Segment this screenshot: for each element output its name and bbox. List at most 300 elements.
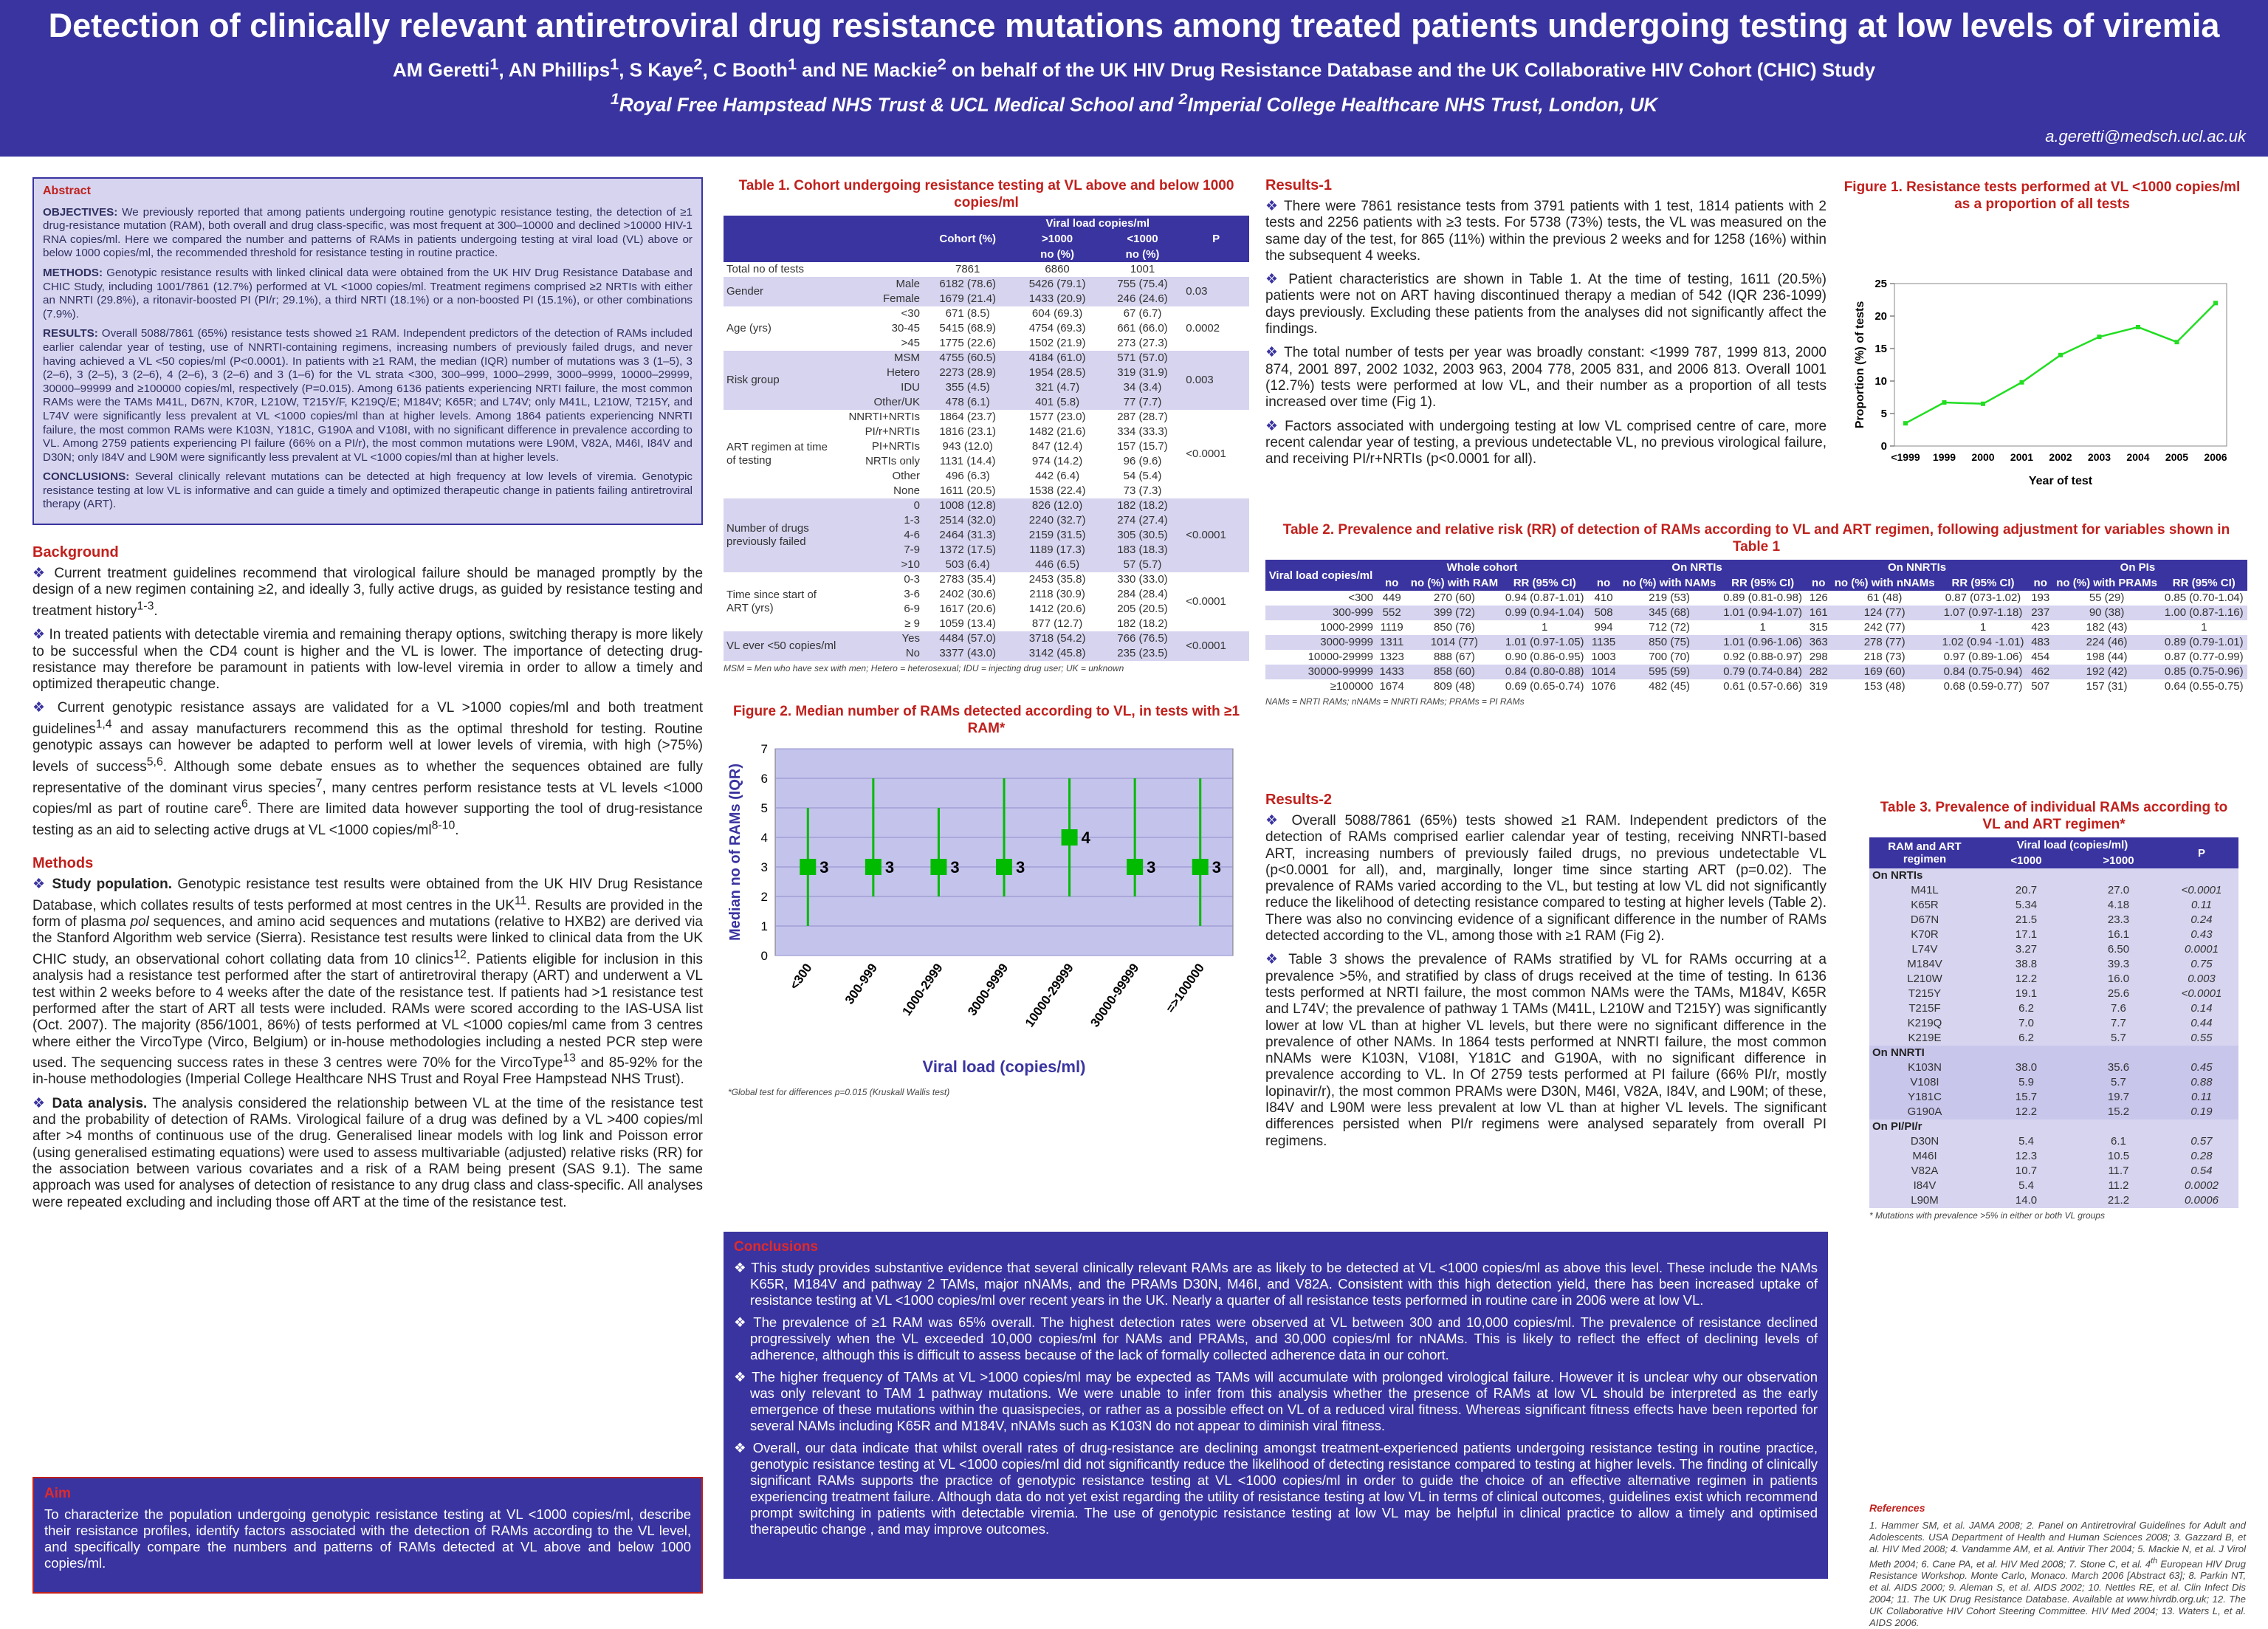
table2-cell: 192 (42) [2053,665,2161,679]
table3-row [1869,987,2238,1001]
table3-cell: 12.3 [1980,1149,2072,1164]
table3-row [1869,942,2238,957]
table3-cell: 7.7 [2072,1016,2165,1031]
table2-cell: 126 [1809,591,1828,604]
table1-cell: 6860 [1045,263,1070,275]
table3-row [1869,927,2238,942]
table1-cell: 496 (6.3) [945,470,990,482]
y-tick-label: 2 [760,890,768,904]
table3-cell: K219E [1869,1031,1980,1046]
table1-cell: 5415 (68.9) [939,322,997,335]
y-tick-label: 20 [1874,310,1887,323]
contact-email[interactable]: a.geretti@medsch.ucl.ac.uk [2045,127,2246,145]
table3-cell: I84V [1869,1179,1980,1193]
table2-header-group: Whole cohort [1376,560,1588,575]
table3-cell: 10.7 [1980,1164,2072,1179]
table3-cell: 5.9 [1980,1075,2072,1090]
figure2-footnote: *Global test for differences p=0.015 (Kruskall Wallis test) [728,1087,950,1097]
data-point [2020,380,2024,385]
abstract-box [32,177,703,525]
y-tick-label: 5 [1880,408,1887,420]
table1-cell: Male [842,277,923,292]
table1-cell: 1372 (17.5) [923,543,1012,558]
table1-group-label: Total no of tests [726,263,805,275]
table3-cell: 0.54 [2165,1164,2238,1179]
table3-cell: 27.0 [2072,883,2165,898]
table1-cell: 974 (14.2) [1031,455,1083,467]
data-point [1981,402,1985,406]
table3-cell: V108I [1869,1075,1980,1090]
table2-cell: 0.84 (0.75-0.94) [1938,665,2028,679]
table2-cell: 237 [2028,606,2053,620]
table1-cell: 1008 (12.8) [923,498,1012,513]
x-axis-label: Year of test [2028,475,2093,487]
data-point [2213,301,2218,305]
table3-cell: 12.2 [1980,972,2072,987]
x-tick-label: 2006 [2204,451,2227,463]
conclusions-heading: Conclusions [734,1239,819,1255]
table3-section-label: On PI/PI/r [1869,1119,2238,1134]
table3-cell: 21.5 [1980,913,2072,927]
table2-cell: 124 (77) [1831,606,1938,620]
table3-cell: Y181C [1869,1090,1980,1105]
median-label: 3 [1016,858,1025,877]
table1-cell: 273 (27.3) [1117,337,1168,349]
table3-row [1869,1105,2238,1119]
table2-row [1265,606,2247,620]
table1-group-label: ART regimen at time of testing [726,441,828,467]
table2-cell: 182 (43) [2086,621,2128,634]
table1-cell: IDU [842,380,923,395]
table1-cell: 766 (76.5) [1102,631,1183,646]
table2-cell: 994 [1594,621,1613,634]
table1-row [724,351,1249,366]
table2-cell: 55 (29) [2089,591,2125,604]
figure1-chart [1843,217,2241,498]
references-block [1869,1502,2246,1629]
table1-cell: 1-3 [842,513,923,528]
table1-group-label: Age (yrs) [726,322,772,335]
table3-cell: T215Y [1869,987,1980,1001]
table3-row [1869,1075,2238,1090]
table3-cell: 7.6 [2072,1001,2165,1016]
median-marker [996,859,1012,875]
table1-cell: 67 (6.7) [1123,307,1162,320]
table1-cell: ≥ 9 [904,617,920,630]
table1-cell: Yes [842,631,923,646]
x-tick-label: 1000-2999 [899,961,946,1018]
table3-cell: 0.11 [2165,1090,2238,1105]
table3-cell: 16.0 [2072,972,2165,987]
table1-cell: 2783 (35.4) [939,573,997,586]
table2-cell: 483 [2028,635,2053,650]
table1-cell: 34 (3.4) [1102,380,1183,395]
table2-cell: 0.94 (0.87-1.01) [1505,591,1584,604]
table2-cell: 90 (38) [2053,606,2161,620]
table1-p-value [1183,262,1249,277]
table2-cell: 1014 (77) [1407,635,1501,650]
table2-header-no: no [1588,575,1619,591]
abstract-conclusions: CONCLUSIONS: Several clinically relevant mutations can be detected at high frequency at low levels of viremia. Genotypic resistance testing at low VL is informative and can guide a timely and optimized therapeutic change in patients failing antiretroviral therapy (ART). [43,470,693,511]
table2-cell: 345 (68) [1619,606,1719,620]
table2-header-rr: RR (95% CI) [1719,575,1806,591]
table1-cell: 3-6 [904,588,920,600]
table2-cell: 1 [2201,621,2207,634]
results1-text: ❖ There were 7861 resistance tests from 3791 patients with 1 test, 1814 patients with 2 tests and 2256 patients with ≥3 tests. For 5738 (73%) tests, the VL was measured on the same day of the test, for 865 (11%) within the previous 2 weeks and for 1258 (16%) within the subsequent 4 weeks. ❖ Patient characteristics are shown in Table 1. At the time of testing, 1611 (20.5%) patients were not on ART having discontinued therapy a median of 542 (IQR 236-1099) days previously. Excluding these patients from the analyses did not significantly affect the findings. ❖ The total number of tests per year was broadly constant: <1999 787, 1999 813, 2000 874, 2001 897, 2002 1032, 2003 963, 2004 778, 2005 831, and 2006 813. Overall 1001 (12.7%) tests were performed at low VL, and their number as a proportion of all tests increased over time (Fig 1). ❖ Factors associated with undergoing testing at low VL comprised centre of care, more recent calendar year of testing, a previous undetectable VL, no previous virological failure, and receiving PI/r+NRTIs (p<0.0001 for all). [1265,199,1827,467]
bullet-icon: ❖ [734,1314,754,1330]
table2-cell: 30000-99999 [1265,665,1376,679]
references-text: 1. Hammer SM, et al. JAMA 2008; 2. Panel on Antiretroviral Guidelines for Adult and Adolescents. USA Department of Health and Human Sciences 2008; 3. Gazzard B, et al. HIV Med 2008; 4. Vandamme AM, et al. Antivir Ther 2004; 5. Mackie N, et al. J Virol Meth 2004; 6. Cane PA, et al. HIV Med 2008; 7. Stone C, et al. 4th European HIV Drug Resistance Workshop. Monte Carlo, Monaco. March 2006 [Abstract 63]; 8. Parkin NT, et al. AIDS 2000; 9. Aleman S, et al. AIDS 2002; 10. Nettles RE, et al. Clin Infect Dis 2004; 11. The UK Drug Resistance Database. Available at www.hivrdb.org.uk; 12. The UK Collaborative HIV Cohort Steering Committee. HIV Med 2004; 13. Waters L, et al. AIDS 2006. [1869,1520,2246,1629]
table3-cell: 0.0006 [2165,1193,2238,1208]
abstract-heading: Abstract [43,185,91,197]
table3-cell: 19.1 [1980,987,2072,1001]
table1-cell: 1775 (22.6) [939,337,997,349]
table1-group-label: Number of drugs previously failed [724,498,842,572]
table1-cell: 30-45 [891,322,920,335]
table1-cell: 7-9 [842,543,923,558]
table1-cell: 2514 (32.0) [923,513,1012,528]
table3-cell: 38.0 [1980,1060,2072,1075]
table1-group-label: Time since start of ART (yrs) [726,589,817,614]
table1-cell: 2402 (30.6) [939,588,997,600]
table1-cell: 1611 (20.5) [939,484,996,497]
table2-row [1265,665,2247,679]
bullet-icon: ❖ [734,1369,752,1385]
table3-cell: 11.7 [2072,1164,2165,1179]
table3-row [1869,1179,2238,1193]
table1-cell: 3718 (54.2) [1012,631,1102,646]
table1-cell: NNRTI+NRTIs [848,411,920,423]
table3-section [1869,1046,2238,1060]
table1-row [724,410,1249,425]
table2-header-no: no [1376,575,1407,591]
table3-cell: <0.0001 [2165,987,2238,1001]
column-middle [724,177,1249,1097]
table1-cell: 2273 (28.9) [923,366,1012,380]
references-heading: References [1869,1502,1925,1514]
table3-cell: 10.5 [2072,1149,2165,1164]
table2-cell: 1.07 (0.97-1.18) [1938,606,2028,620]
aim-box [32,1477,703,1594]
x-tick-label: 2000 [1971,451,1995,463]
table3-cell: 5.4 [1980,1179,2072,1193]
table3-cell: 4.18 [2072,898,2165,913]
conclusion-item: ❖ The prevalence of ≥1 RAM was 65% overall. The highest detection rates were observed at VL between 300 and 10,000 copies/ml. The prevalence of resistance declined progressively when the VL exceeded 10,000 copies/ml for NAMs and PRAMs, and 30,000 copies/ml for nNAMs. This is likely to reflect the effect of declining levels of adherence, although this is difficult to assess because of the lack of formally collected adherence data in our cohort. [734,1314,1818,1362]
table3-cell: 6.50 [2072,942,2165,957]
table3-cell: 0.45 [2165,1060,2238,1075]
table3-section [1869,868,2238,883]
table1-row [724,572,1249,587]
table2-header-group: On PIs [2028,560,2247,575]
table2-row [1265,620,2247,635]
table2-cell: 363 [1806,635,1831,650]
table3-cell: 5.34 [1980,898,2072,913]
table3-cell: 15.2 [2072,1105,2165,1119]
table1-row [724,277,1249,292]
table2-cell: 1433 [1376,665,1407,679]
table1-cell: 287 (28.7) [1117,411,1168,423]
table1-cell: Other/UK [842,395,923,410]
table1-cell: 2118 (30.9) [1029,588,1085,600]
table3-cell: 5.7 [2072,1031,2165,1046]
table1-cell: 755 (75.4) [1102,277,1183,292]
table2-cell: 858 (60) [1407,665,1501,679]
table3-cell: M46I [1869,1149,1980,1164]
table2-cell: 1.01 (0.97-1.05) [1502,635,1588,650]
table3-footnote: * Mutations with prevalence >5% in either or both VL groups [1869,1210,2105,1221]
table3-cell: 0.88 [2165,1075,2238,1090]
table2-cell: 1135 [1588,635,1619,650]
table2-cell: 399 (72) [1407,606,1501,620]
poster-title: Detection of clinically relevant antiretroviral drug resistance mutations among treated patients undergoing testing at low levels of viremia [48,7,2220,44]
table2-cell: 319 [1809,680,1828,693]
x-tick-label: 2002 [2049,451,2072,463]
table2-cell: 1.01 (0.96-1.06) [1719,635,1806,650]
table2-cell: 1.01 (0.94-1.07) [1719,606,1806,620]
y-axis-label: Proportion (%) of tests [1854,301,1866,429]
table2-cell: 850 (75) [1619,635,1719,650]
table2-cell: 157 (31) [2086,680,2128,693]
table1-group-label: Gender [724,277,842,306]
table1-cell: 401 (5.8) [1012,395,1102,410]
table1-cell: 671 (8.5) [945,307,990,320]
table1-cell: 4755 (60.5) [923,351,1012,366]
table1-cell: 4484 (57.0) [923,631,1012,646]
table1-cell: 1538 (22.4) [1028,484,1086,497]
x-tick-label: 2003 [2087,451,2111,463]
table3-cell: L210W [1869,972,1980,987]
table2-header-group: On NNRTIs [1806,560,2028,575]
y-tick-label: 15 [1874,343,1887,355]
table1-cell: 826 (12.0) [1012,498,1102,513]
table1-footnote: MSM = Men who have sex with men; Hetero = heterosexual; IDU = injecting drug user; UK = unknown [724,663,1124,673]
background-text: ❖ Current treatment guidelines recommend that virological failure should be managed promptly by the design of a new regimen containing ≥2, and ideally 3, fully active drugs, as guided by resistance testing and treatment history$^{1-3}$. ❖ In treated patients with detectable viremia and remaining therapy options, switching therapy is more likely to be successful when the CD4 count is higher and the VL is lower. The importance of detecting drug-resistance may therefore be paramount in patients with low-level viremia in order to allow a timely and optimized therapeutic change. ❖ Current genotypic resistance assays are validated for a VL >1000 copies/ml and both treatment guidelines$^{1,4}$ and assay manufacturers recommend this as the optimal threshold for testing. Routine genotypic assays can however be adapted to perform well at lower levels of viremia, with high (>75%) levels of success$^{5,6}$. Although some debate ensues as to whether the sequences obtained are fully representative of the dominant virus species$^7$, many centres perform resistance tests at VL levels <1000 copies/ml as part of routine care$^6$. There are limited data however supporting the tool of drug-resistance testing as an aid to selecting active drugs at VL <1000 copies/$ml^{8-10}$. [32,566,704,838]
figure2-title: Figure 2. Median number of RAMs detected according to VL, in tests with ≥1 RAM* [732,704,1240,736]
table2-cell: 1.00 (0.87-1.16) [2161,606,2247,620]
table3-cell: 0.11 [2165,898,2238,913]
table3-cell: G190A [1869,1105,1980,1119]
table2-cell: 193 [2031,591,2050,604]
table3-section [1869,1119,2238,1134]
table1-p-value: <0.0001 [1183,631,1249,661]
table3-title: Table 3. Prevalence of individual RAMs according to VL and ART regimen* [1880,800,2228,832]
data-point [1942,400,1947,405]
plot-area [1894,284,2227,446]
table3-row [1869,1001,2238,1016]
table2-cell: 1 [1759,621,1766,634]
table2-cell: 270 (60) [1433,591,1475,604]
table2-cell: 0.89 (0.81-0.98) [1723,591,1802,604]
median-label: 4 [1081,829,1090,847]
table3-cell: 15.7 [1980,1090,2072,1105]
x-axis-label: Viral load (copies/ml) [922,1057,1086,1076]
table2-cell: 282 [1806,665,1831,679]
table3-row [1869,957,2238,972]
table3-cell: 7.0 [1980,1016,2072,1031]
table1-p-value: 0.03 [1183,277,1249,306]
table1-cell: PI+NRTIs [871,440,920,453]
table3-cell: 20.7 [1980,883,2072,898]
table3-cell: L74V [1869,942,1980,957]
table2-row [1265,650,2247,665]
table1-cell: PI/r+NRTIs [865,425,920,438]
table1-cell: 284 (28.4) [1117,588,1168,600]
table2-cell: 1 [1542,621,1548,634]
table3-cell: 0.55 [2165,1031,2238,1046]
table3-cell: 6.2 [1980,1001,2072,1016]
table3-block [1869,799,2238,1221]
table3-row [1869,1164,2238,1179]
table2-cell: 700 (70) [1649,651,1690,663]
y-tick-label: 5 [760,801,768,815]
table2-cell: 462 [2028,665,2053,679]
table1-cell: 0 [842,498,923,513]
conclusion-item: ❖ Overall, our data indicate that whilst overall rates of drug-resistance are declining amongst treatment-experienced patients undergoing resistance testing in routine practice, genotypic resistance testing at VL <1000 copies/ml did not significantly reduce the likelihood of detecting resistance compared to testing at higher levels. The finding of clinically significant RAMs supports the practice of genotypic resistance testing at VL <1000 copies/ml in order to guide the choice of an effective alternative regimen in patients experiencing treatment failure. Although data do not yet exist regarding the utility of resistance testing at low VL in terms of clinical outcomes, guidelines exist which recommend prompt switching in patients with detectable viremia. The use of genotypic resistance testing at low VL may be helpful in clinical practice to allow a timely and optimised therapeutic change , and may improve outcomes. [734,1440,1818,1537]
table1-title: Table 1. Cohort undergoing resistance testing at VL above and below 1000 copies/ml [738,178,1234,210]
table2-cell: 0.68 (0.59-0.77) [1943,680,2023,693]
y-tick-label: 3 [760,860,768,874]
table1-cell: 4754 (69.3) [1028,322,1086,335]
median-marker [1127,859,1143,875]
table1-cell: 235 (23.5) [1102,646,1183,661]
table3-cell: 11.2 [2072,1179,2165,1193]
table3-cell: V82A [1869,1164,1980,1179]
table1-cell: 1189 (17.3) [1012,543,1102,558]
table3-cell: 35.6 [2072,1060,2165,1075]
table1-cell: 847 (12.4) [1031,440,1083,453]
table2-cell: 508 [1588,606,1619,620]
table1-cell: 246 (24.6) [1102,292,1183,306]
table1-cell: 7861 [955,263,980,275]
table1-p-value: <0.0001 [1183,498,1249,572]
median-label: 3 [950,858,960,877]
table3-cell: 3.27 [1980,942,2072,957]
table1-cell: 2240 (32.7) [1012,513,1102,528]
table2-title: Table 2. Prevalence and relative risk (RR) of detection of RAMs according to VL and ART regimen, following adjustment for variables shown in Table 1 [1282,522,2230,555]
table3-row [1869,883,2238,898]
results2-block [1265,781,1827,1157]
table1-cell: 321 (4.7) [1012,380,1102,395]
table1-cell: 1001 [1130,263,1155,275]
table2-row [1265,635,2247,650]
table2-header-no: no [2028,575,2053,591]
table2-header-rr: RR (95% CI) [1938,575,2028,591]
table1-cell: 1482 (21.6) [1028,425,1086,438]
table3-cell: 19.7 [2072,1090,2165,1105]
table3-section-label: On NNRTI [1869,1046,2238,1060]
table1-cell: 73 (7.3) [1123,484,1162,497]
table3-cell: M184V [1869,957,1980,972]
table2-cell: 0.85 (0.75-0.96) [2161,665,2247,679]
table3-cell: 0.0002 [2165,1179,2238,1193]
table3-cell: K65R [1869,898,1980,913]
table1-row [724,306,1249,321]
table1-cell: 503 (6.4) [923,558,1012,572]
table3-cell: 39.3 [2072,957,2165,972]
table3-row [1869,1090,2238,1105]
table2-cell: 595 (59) [1619,665,1719,679]
table2-row [1265,679,2247,694]
x-tick-label: 2005 [2165,451,2189,463]
x-tick-label: <300 [787,961,815,992]
table1-cell: >10 [842,558,923,572]
table2-cell: 712 (72) [1649,621,1690,634]
table2-cell: 0.61 (0.57-0.66) [1723,680,1802,693]
table2-cell: 0.90 (0.86-0.95) [1505,651,1584,663]
table3-row [1869,1060,2238,1075]
x-tick-label: 2001 [2010,451,2034,463]
poster-header [0,0,2268,157]
table1-cell: 4-6 [842,528,923,543]
y-tick-label: 6 [760,772,768,786]
table1-cell: 1617 (20.6) [939,603,997,615]
table3-cell: 14.0 [1980,1193,2072,1208]
table3-cell: 5.4 [1980,1134,2072,1149]
data-point [1903,421,1908,425]
table3-row [1869,1016,2238,1031]
figure1-title: Figure 1. Resistance tests performed at VL <1000 copies/ml as a proportion of all tests [1843,179,2241,212]
results1-heading: Results-1 [1265,177,1333,193]
table3-cell: 0.24 [2165,913,2238,927]
column-left [32,177,704,1571]
table2-cell: 0.69 (0.65-0.74) [1505,680,1584,693]
table2-header-rr: RR (95% CI) [2161,575,2247,591]
table1-cell: 442 (6.4) [1035,470,1080,482]
table1-group-label: Risk group [724,351,842,410]
table1-cell: 182 (18.2) [1117,617,1168,630]
table3-cell: D30N [1869,1134,1980,1149]
table2-footnote: NAMs = NRTI RAMs; nNAMs = NNRTI RAMs; PRAMs = PI RAMs [1265,696,1525,707]
table2-cell: 1076 [1591,680,1616,693]
table2-cell: 0.79 (0.74-0.84) [1719,665,1806,679]
table2-cell: <300 [1348,591,1373,604]
table1-cell: 205 (20.5) [1117,603,1168,615]
data-point [2136,325,2140,329]
table1-cell: 1433 (20.9) [1012,292,1102,306]
x-tick-label: <1999 [1891,451,1920,463]
conclusion-item: ❖ The higher frequency of TAMs at VL >1000 copies/ml may be expected as TAMs will accumulate with prolonged virological failure. However it is unclear why our observation was only relevant to TAM 1 pathway mutations. We were unable to infer from this analysis whether the presence of RAMs at low VL should be interpreted as the early emergence of these mutations within the quasispecies, or rather as a possible effect on VL of a reduced viral fitness. Whereas significant fitness effects have been reported for several NAMs including K65R and M184V, nNAMs such as K103N do not appear to diminish viral fitness. [734,1369,1818,1433]
table2-cell: 0.84 (0.80-0.88) [1502,665,1588,679]
table2-cell: 61 (48) [1866,591,1903,604]
table2-header-sub: no (%) with PRAMs [2053,575,2161,591]
table1-cell: 57 (5.7) [1102,558,1183,572]
table2-cell: 1000-2999 [1320,621,1373,634]
table2-cell: 1 [1979,621,1987,634]
table1-cell: 1864 (23.7) [939,411,997,423]
median-marker [1192,859,1209,875]
conclusions-list [734,1260,1818,1537]
bullet-icon: ❖ [734,1440,753,1455]
y-tick-label: 25 [1874,278,1887,290]
table2-cell: 218 (73) [1863,651,1906,663]
table3-cell: D67N [1869,913,1980,927]
table3-row [1869,1031,2238,1046]
table1-cell: 1679 (21.4) [923,292,1012,306]
table3-cell: 0.14 [2165,1001,2238,1016]
table1-cell: 571 (57.0) [1102,351,1183,366]
methods-heading: Methods [32,855,94,872]
table2-cell: 410 [1594,591,1613,604]
table1-cell: 661 (66.0) [1117,322,1168,335]
abstract-methods: METHODS: Genotypic resistance results with linked clinical data were obtained from the UK HIV Drug Resistance Database and CHIC Study, including 1001/7861 (12.7%) performed at VL <1000 copies/ml. Treatment regimens comprised ≥2 NRTIs with either an NNRTI (29.8%), a ritonavir-boosted PI (PI/r; 29.1%), a third NRTI (18.1%) or a non-boosted PI (15.1%), or other combinations (7.9%). [43,266,693,320]
table2-header-rr: RR (95% CI) [1502,575,1588,591]
table2-cell: 449 [1382,591,1401,604]
table2-cell: 315 [1809,621,1828,634]
table2-cell: 1674 [1379,680,1404,693]
table1-p-value: 0.0002 [1186,322,1220,335]
table1-cell: 6182 (78.6) [923,277,1012,292]
table2-cell: 1.02 (0.94 -1.01) [1938,635,2028,650]
